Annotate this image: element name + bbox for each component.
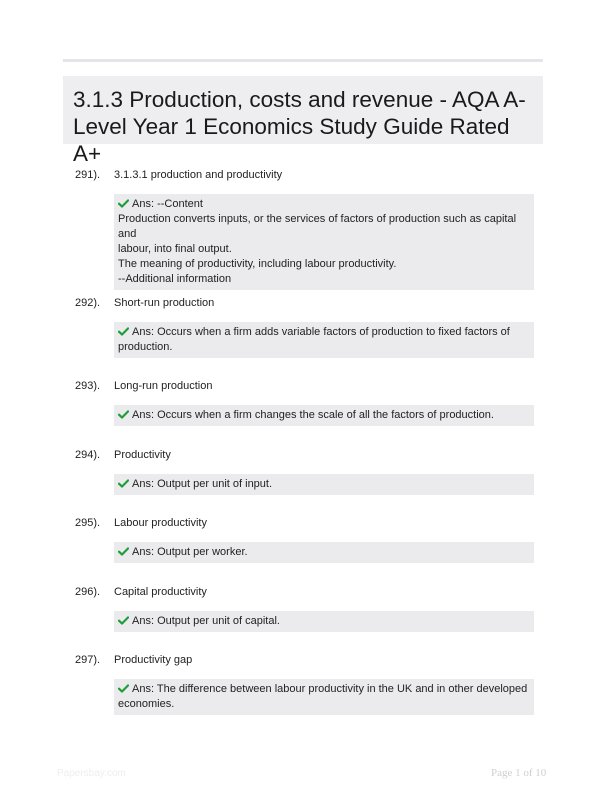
answer-box bbox=[114, 322, 534, 358]
answer-line: Ans: Occurs when a firm adds variable factors of production to fixed factors of bbox=[118, 325, 530, 340]
answer-box bbox=[114, 542, 534, 563]
answer-line: Ans: --Content bbox=[118, 197, 530, 212]
check-icon bbox=[118, 684, 129, 693]
top-divider bbox=[63, 59, 543, 62]
answer-box bbox=[114, 194, 534, 290]
check-icon bbox=[118, 547, 129, 556]
answer-line: Ans: Output per worker. bbox=[118, 545, 530, 560]
answer-line: The meaning of productivity, including labour productivity. bbox=[118, 258, 397, 270]
question-text: Short-run production bbox=[114, 297, 215, 309]
answer-line: Ans: Occurs when a firm changes the scale of all the factors of production. bbox=[118, 408, 530, 423]
check-icon bbox=[118, 616, 129, 625]
check-icon bbox=[118, 327, 129, 336]
answer-line: Ans: The difference between labour productivity in the UK and in other developed bbox=[118, 682, 530, 697]
answer-box bbox=[114, 611, 534, 632]
answer-line: production. bbox=[118, 341, 173, 353]
answer-line: --Additional information bbox=[118, 273, 232, 285]
question-text: Labour productivity bbox=[114, 517, 207, 529]
answer-box bbox=[114, 679, 534, 715]
check-icon bbox=[118, 410, 129, 419]
question-text: Capital productivity bbox=[114, 586, 207, 598]
question-number: 295). bbox=[75, 517, 101, 529]
question-text: Long-run production bbox=[114, 380, 213, 392]
answer-line: Production converts inputs, or the services of factors of production such as capital and bbox=[118, 213, 517, 240]
answer-line: economies. bbox=[118, 698, 175, 710]
page-indicator: Page 1 of 10 bbox=[491, 767, 547, 779]
question-text: 3.1.3.1 production and productivity bbox=[114, 169, 283, 181]
question-text: Productivity gap bbox=[114, 654, 193, 666]
question-number: 291). bbox=[75, 169, 101, 181]
title-box bbox=[63, 76, 543, 166]
question-number: 297). bbox=[75, 654, 101, 666]
question-number: 296). bbox=[75, 586, 101, 598]
question-text: Productivity bbox=[114, 449, 171, 461]
page-title: 3.1.3 Production, costs and revenue - AQA A-Level Year 1 Economics Study Guide Rated A+ bbox=[73, 87, 526, 166]
answer-line: Ans: Output per unit of input. bbox=[118, 477, 530, 492]
check-icon bbox=[118, 479, 129, 488]
answer-line: Ans: Output per unit of capital. bbox=[118, 614, 530, 629]
answer-box bbox=[114, 474, 534, 495]
answer-line: labour, into final output. bbox=[118, 243, 232, 255]
answer-box bbox=[114, 405, 534, 426]
question-number: 294). bbox=[75, 449, 101, 461]
question-number: 293). bbox=[75, 380, 101, 392]
footer-watermark: Papersbay.com bbox=[57, 768, 126, 779]
check-icon bbox=[118, 199, 129, 208]
question-number: 292). bbox=[75, 297, 101, 309]
